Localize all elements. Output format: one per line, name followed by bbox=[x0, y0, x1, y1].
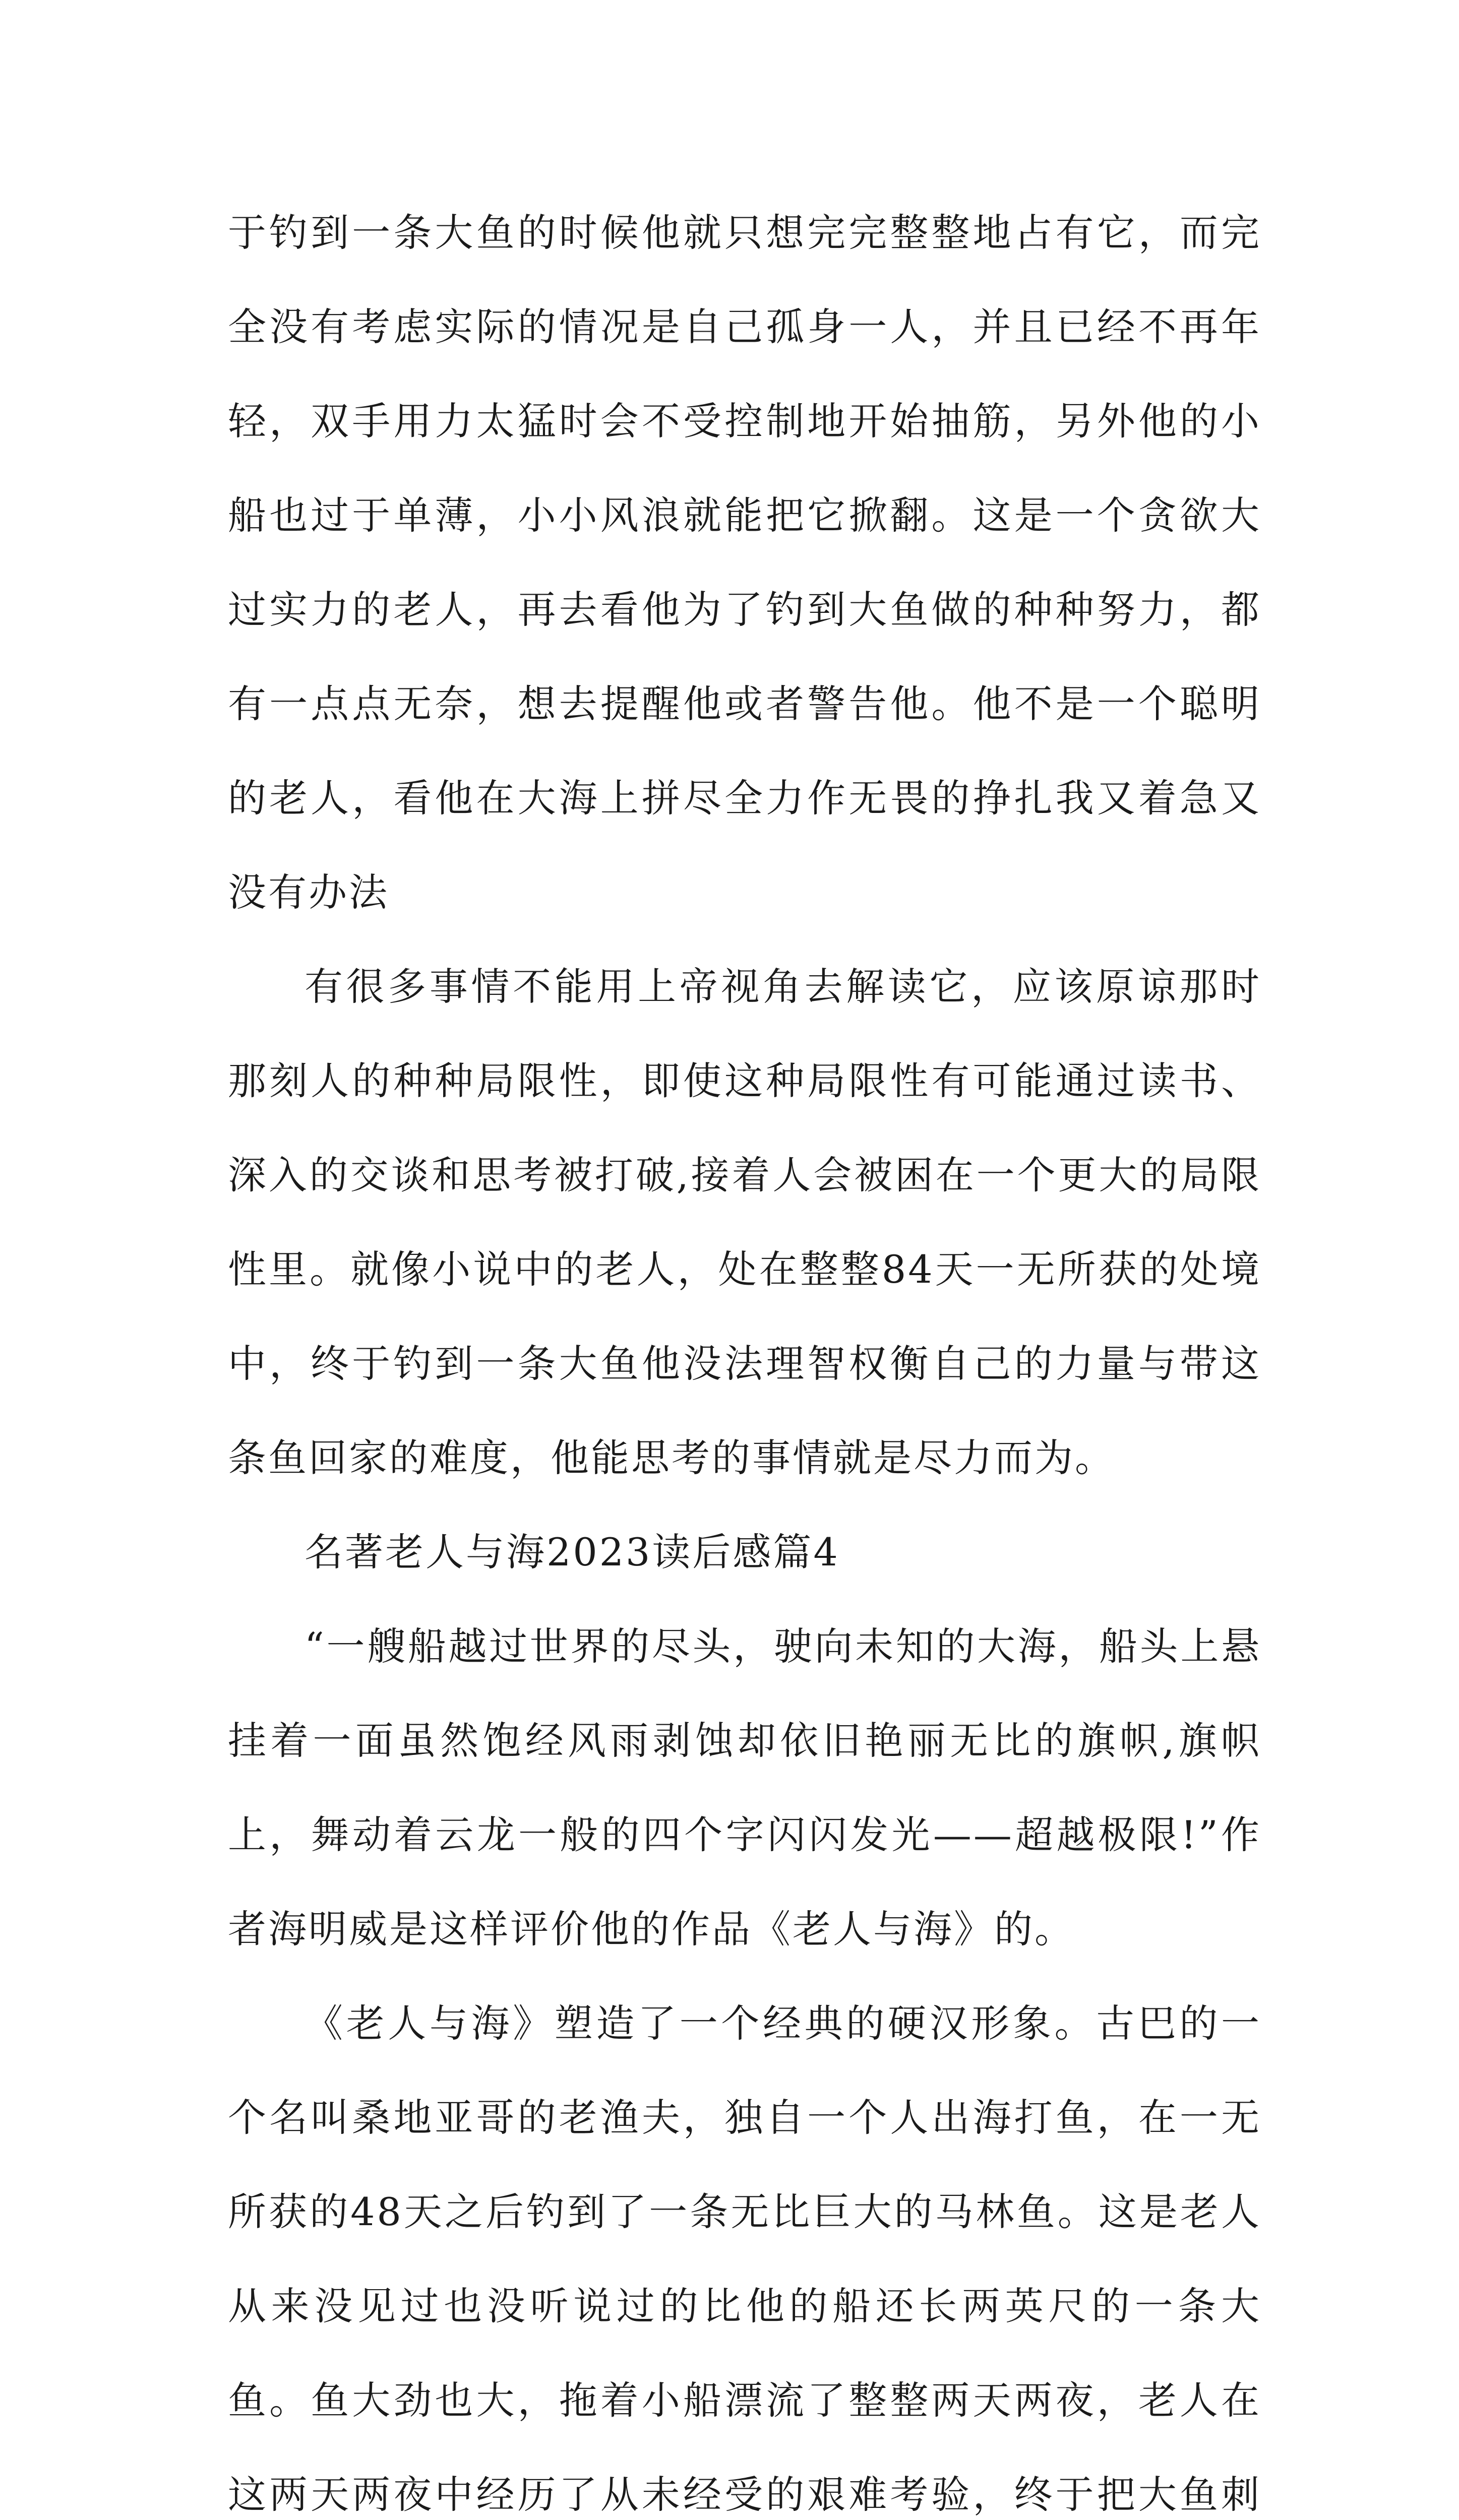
text-column bbox=[228, 185, 1261, 2520]
section-heading: 名著老人与海2023读后感篇4 bbox=[305, 1530, 840, 1574]
paragraph-limitations: 有很多事情不能用上帝视角去解读它，应该原谅那时那刻人的种种局限性，即使这种局限性有可能通过读书、深入的交谈和思考被打破,接着人会被困在一个更大的局限性里。就像小说中的老人，处在整整84天一无所获的处境中，终于钓到一条大鱼他没法理智权衡自己的力量与带这条鱼回家的难度，他能思考的事情就是尽力而为。 bbox=[228, 964, 1261, 1480]
paragraph-summary: 《老人与海》塑造了一个经典的硬汉形象。古巴的一个名叫桑地亚哥的老渔夫，独自一个人出海打鱼，在一无所获的48天之后钓到了一条无比巨大的马林鱼。这是老人从来没见过也没听说过的比他的船还长两英尺的一条大鱼。鱼大劲也大，拖着小船漂流了整整两天两夜，老人在这两天两夜中经历了从未经受的艰难考验，终于把大鱼刺 bbox=[228, 2001, 1261, 2517]
paragraph-continuation: 于钓到一条大鱼的时候他就只想完完整整地占有它，而完全没有考虑实际的情况是自己孤身一人，并且已经不再年轻，双手用力太猛时会不受控制地开始抽筋，另外他的小船也过于单薄，小小风浪就能把它掀翻。这是一个贪欲大过实力的老人，再去看他为了钓到大鱼做的种种努力，都有一点点无奈，想去提醒他或者警告他。他不是一个聪明的老人，看他在大海上拼尽全力作无畏的挣扎我又着急又没有办法 bbox=[228, 210, 1261, 915]
paragraph-quote: “一艘船越过世界的尽头，驶向未知的大海，船头上悬挂着一面虽然饱经风雨剥蚀却依旧艳丽无比的旗帜,旗帜上，舞动着云龙一般的四个字闪闪发光——超越极限!”作者海明威是这样评价他的作品《老人与海》的。 bbox=[228, 1624, 1261, 1951]
